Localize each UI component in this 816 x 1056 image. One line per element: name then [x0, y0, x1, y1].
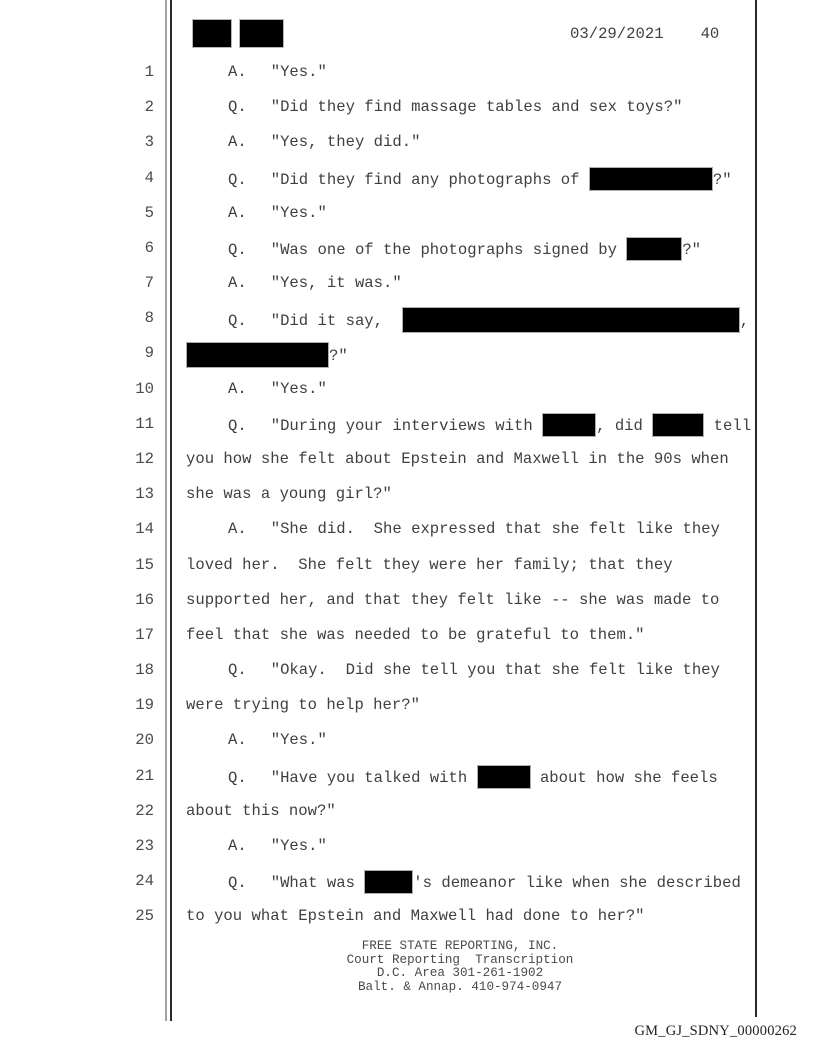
line-number: 15 [135, 555, 154, 574]
transcript-line [186, 168, 771, 191]
transcript-text: "What was [270, 874, 365, 893]
transcript-text: "Okay. Did she tell you that she felt like they [270, 661, 720, 680]
speaker-label: A. [228, 731, 247, 750]
bates-number: GM_GJ_SDNY_00000262 [634, 1023, 797, 1039]
transcript-text: "Yes." [270, 731, 327, 750]
transcript-line [186, 836, 771, 857]
transcript-text: ?" [329, 347, 348, 366]
transcript-line [186, 97, 771, 118]
speaker-label: Q. [228, 661, 247, 680]
redaction-box [478, 766, 530, 788]
transcript-text: "Did they find any photographs of [270, 170, 589, 189]
transcript-text: "Yes." [270, 836, 327, 855]
transcript-text: , [739, 312, 750, 331]
footer-line: FREE STATE REPORTING, INC. [361, 939, 559, 953]
speaker-label: A. [228, 133, 247, 152]
transcript-text: tell [704, 416, 752, 435]
transcript-line [186, 801, 771, 822]
line-number: 5 [144, 203, 154, 222]
transcript-text: "Yes." [270, 203, 327, 222]
transcript-line [186, 730, 771, 751]
line-number: 25 [135, 907, 154, 926]
transcript-text: she was a young girl?" [186, 485, 392, 504]
transcript-line [186, 484, 771, 505]
footer-line: Balt. & Annap. 410-974-0947 [357, 980, 563, 995]
speaker-label: A. [228, 274, 247, 293]
transcript-line [186, 132, 771, 153]
speaker-label: Q. [228, 240, 247, 259]
transcript-text: feel that she was needed to be grateful to them." [186, 625, 645, 644]
line-number: 21 [135, 766, 154, 785]
line-number: 17 [135, 625, 154, 644]
footer-line: D.C. Area 301-261-1902 [376, 966, 544, 981]
redaction-box [627, 238, 681, 260]
line-number: 11 [135, 414, 154, 433]
transcript-line [186, 62, 771, 83]
speaker-label: A. [228, 836, 247, 855]
line-number: 4 [144, 168, 154, 187]
line-number: 14 [135, 520, 154, 539]
speaker-label: Q. [228, 416, 247, 435]
speaker-label: A. [228, 520, 247, 539]
transcript-text: "Yes, it was." [270, 274, 402, 293]
transcript-line [186, 625, 771, 646]
transcript-text: "During your interviews with [270, 416, 543, 435]
transcript-text: "Yes, they did." [270, 133, 421, 152]
header-date: 03/29/2021 [570, 25, 664, 43]
page-header [570, 25, 719, 43]
transcript-line [186, 449, 771, 470]
redaction-box [590, 168, 712, 190]
transcript-text: 's demeanor like when she described [413, 874, 741, 893]
speaker-label: A. [228, 379, 247, 398]
transcript-line [186, 590, 771, 611]
transcript-text: "Did it say, [270, 312, 402, 331]
line-number: 20 [135, 731, 154, 750]
speaker-label: Q. [228, 768, 247, 787]
line-number: 24 [135, 872, 154, 891]
speaker-label: Q. [228, 874, 247, 893]
transcript-line [186, 273, 771, 294]
redaction-box [543, 414, 595, 436]
transcript-text: "Was one of the photographs signed by [270, 240, 627, 259]
line-number: 2 [144, 98, 154, 117]
redaction-box [653, 414, 703, 436]
header-page-number: 40 [700, 25, 720, 43]
speaker-label: Q. [228, 170, 247, 189]
left-margin-rule-outer [165, 0, 167, 1021]
transcript-line [186, 555, 771, 576]
line-number: 1 [144, 63, 154, 81]
transcript-text: , did [596, 416, 653, 435]
transcript-text: loved her. She felt they were her family; that they [186, 555, 673, 574]
line-number: 13 [135, 485, 154, 504]
transcript-line [186, 343, 771, 367]
redaction-box [403, 308, 739, 332]
transcript-text: ?" [682, 240, 702, 259]
transcript-line [186, 871, 771, 894]
line-number: 22 [135, 801, 154, 820]
redaction-box [365, 871, 412, 893]
transcript-text: supported her, and that they felt like -- she was made to [186, 590, 720, 609]
speaker-label: Q. [228, 98, 247, 117]
transcript-text: were trying to help her?" [186, 696, 420, 715]
line-number: 10 [135, 379, 154, 398]
transcript-text: you how she felt about Epstein and Maxwell in the 90s when [186, 449, 729, 468]
transcript-line [186, 308, 771, 332]
transcript-line [186, 203, 771, 224]
speaker-label: Q. [228, 312, 247, 331]
reporter-footer [260, 940, 660, 995]
transcript-text: ?" [712, 170, 732, 189]
line-number: 6 [144, 238, 154, 257]
line-number: 19 [135, 696, 154, 715]
transcript-text: "Did they find massage tables and sex toys?" [270, 98, 683, 117]
transcript-text: to you what Epstein and Maxwell had done to her?" [186, 907, 645, 926]
transcript-line [186, 238, 771, 261]
transcript-line [186, 519, 771, 540]
transcript-text: "Have you talked with [270, 768, 477, 787]
transcript-text: about how she feels [530, 768, 718, 787]
line-number: 3 [144, 133, 154, 152]
speaker-label: A. [228, 203, 247, 222]
speaker-label: A. [228, 63, 247, 81]
redaction-box [187, 343, 328, 367]
transcript-text: about this now?" [186, 801, 336, 820]
line-number: 8 [144, 309, 154, 328]
line-number: 12 [135, 449, 154, 468]
transcript-line [186, 660, 771, 681]
transcript-text: "She did. She expressed that she felt like they [270, 520, 720, 539]
transcript-line [186, 766, 771, 789]
transcript-text: "Yes." [270, 63, 327, 81]
line-number: 16 [135, 590, 154, 609]
transcript-text: "Yes." [270, 379, 327, 398]
line-number: 7 [144, 274, 154, 293]
transcript-line [186, 379, 771, 400]
transcript-line [186, 906, 771, 927]
transcript-line [186, 414, 771, 437]
line-number: 23 [135, 836, 154, 855]
line-number: 18 [135, 661, 154, 680]
left-margin-rule-inner [170, 0, 172, 1021]
footer-line: Court Reporting Transcription [346, 952, 574, 967]
transcript-line [186, 695, 771, 716]
redaction-box [240, 20, 283, 47]
redaction-box [193, 20, 231, 47]
line-number: 9 [144, 344, 154, 363]
